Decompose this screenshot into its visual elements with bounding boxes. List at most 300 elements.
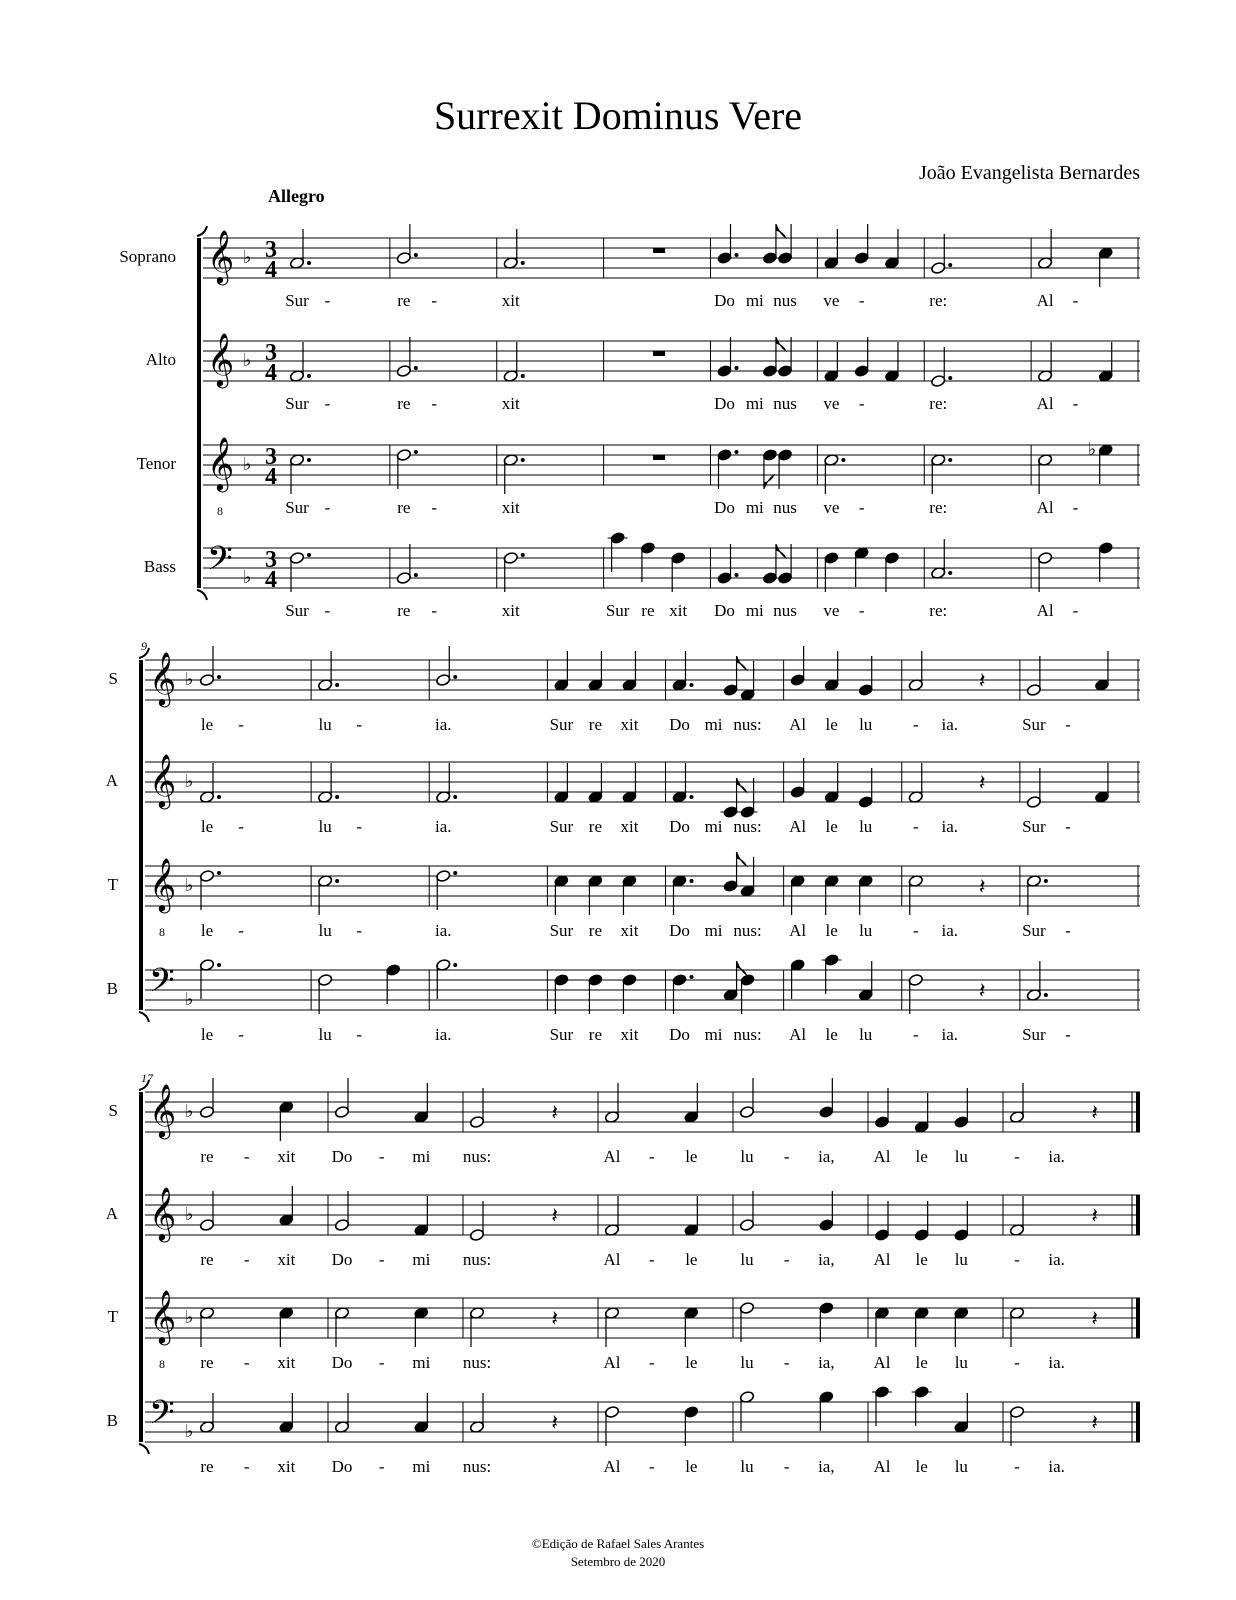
notehead: [819, 1301, 834, 1314]
lyric-syllable: le: [200, 921, 214, 940]
augmentation-dot: [948, 376, 952, 380]
notehead: [884, 551, 899, 564]
notehead: [610, 531, 625, 544]
augmentation-dot: [735, 253, 739, 257]
treble-clef-icon: 𝄞: [149, 755, 177, 806]
bass-clef-icon: 𝄢: [149, 962, 175, 1007]
lyric-syllable: re:: [929, 291, 948, 310]
quarter-rest-icon: 𝄽: [551, 1100, 559, 1125]
lyric-syllable: -: [378, 1147, 385, 1166]
lyric-syllable: -: [431, 601, 438, 620]
lyric-syllable: mi: [412, 1457, 431, 1476]
lyric-syllable: ia,: [818, 1147, 835, 1166]
lyric-syllable: ia.: [434, 1025, 452, 1044]
notehead: [908, 973, 923, 986]
notehead: [854, 251, 869, 264]
notehead: [914, 1228, 929, 1241]
lyric-syllable: Do: [669, 715, 690, 734]
notehead: [199, 1218, 214, 1231]
lyric-syllable: nus:: [733, 1025, 762, 1044]
notehead: [1098, 541, 1113, 554]
lyric-syllable: mi: [412, 1147, 431, 1166]
notehead: [858, 683, 873, 696]
notehead: [739, 1105, 754, 1118]
lyric-syllable: Do: [331, 1457, 353, 1476]
bracket-bottom-hook: [197, 590, 207, 600]
notehead: [777, 571, 792, 584]
eighth-flag: [737, 961, 747, 975]
lyric-syllable: Al: [1036, 498, 1054, 517]
lyric-syllable: Al: [789, 817, 807, 836]
bracket-bottom-hook: [139, 1012, 149, 1022]
lyric-syllable: nus: [773, 394, 797, 413]
lyric-syllable: -: [324, 291, 331, 310]
part-label: S: [108, 669, 118, 688]
lyric-syllable: xit: [501, 498, 520, 517]
lyric-syllable: xit: [620, 921, 639, 940]
lyric-syllable: mi: [704, 1025, 723, 1044]
bracket-top-hook: [197, 226, 207, 236]
lyric-syllable: -: [356, 715, 363, 734]
system-2: [106, 639, 1140, 1044]
notehead: [858, 795, 873, 808]
lyric-syllable: ia.: [1048, 1457, 1065, 1476]
key-flat-icon: ♭: [185, 1307, 194, 1327]
lyric-syllable: -: [243, 1353, 250, 1372]
augmentation-dot: [948, 458, 952, 462]
lyric-syllable: -: [1065, 1025, 1071, 1044]
augmentation-dot: [948, 263, 952, 267]
lyric-syllable: -: [1072, 291, 1079, 310]
lyric-syllable: re:: [929, 394, 948, 413]
lyric-syllable: Sur: [1022, 921, 1046, 940]
notehead: [874, 1228, 889, 1241]
lyric-syllable: Do: [669, 1025, 690, 1044]
lyric-syllable: re: [200, 1147, 214, 1166]
notehead: [640, 541, 655, 554]
staff-s: [109, 1078, 1140, 1166]
lyric-syllable: -: [1014, 1457, 1020, 1476]
lyric-syllable: -: [356, 1025, 363, 1044]
lyric-syllable: -: [1014, 1353, 1020, 1372]
notehead: [386, 963, 401, 976]
notehead: [199, 1105, 214, 1118]
augmentation-dot: [335, 795, 339, 799]
augmentation-dot: [948, 571, 952, 575]
augmentation-dot: [414, 253, 418, 257]
key-flat-icon: ♭: [185, 875, 194, 895]
lyric-syllable: -: [431, 291, 438, 310]
lyric-syllable: Sur: [1022, 715, 1046, 734]
notehead: [790, 673, 805, 686]
lyric-syllable: mi: [745, 601, 764, 620]
lyric-syllable: -: [648, 1250, 655, 1269]
lyric-syllable: Sur: [549, 1025, 574, 1044]
lyric-syllable: -: [912, 921, 919, 940]
system-1: [119, 224, 1140, 620]
lyric-syllable: re: [588, 715, 603, 734]
lyric-syllable: -: [356, 921, 363, 940]
staff-tenor: [137, 437, 1140, 518]
staff-a: [106, 754, 1140, 836]
staff-a: [106, 1186, 1140, 1269]
key-flat-icon: ♭: [243, 567, 252, 587]
notehead: [396, 251, 411, 264]
treble-clef-icon: 𝄞: [149, 1085, 177, 1136]
notehead: [914, 1385, 929, 1398]
lyric-syllable: Sur: [1022, 817, 1046, 836]
eighth-flag: [737, 778, 747, 792]
lyric-syllable: ia,: [818, 1353, 835, 1372]
lyric-syllable: le: [200, 817, 214, 836]
date-line: Setembro de 2020: [570, 1554, 666, 1569]
lyric-syllable: mi: [745, 394, 764, 413]
lyric-syllable: lu: [740, 1457, 754, 1476]
augmentation-dot: [217, 795, 221, 799]
notehead: [954, 1115, 969, 1128]
treble-clef-icon: 𝄞: [207, 231, 235, 282]
lyric-syllable: le: [685, 1147, 698, 1166]
staff-bass: [144, 531, 1140, 620]
key-flat-icon: ♭: [185, 1101, 194, 1121]
lyric-syllable: -: [378, 1250, 385, 1269]
lyric-syllable: -: [783, 1250, 790, 1269]
lyric-syllable: re: [397, 498, 411, 517]
lyric-syllable: lu: [859, 715, 873, 734]
notehead: [396, 571, 411, 584]
augmentation-dot: [453, 675, 457, 679]
key-flat-icon: ♭: [185, 1204, 194, 1224]
key-flat-icon: ♭: [243, 247, 252, 267]
notehead: [396, 364, 411, 377]
lyric-syllable: re: [200, 1457, 214, 1476]
key-flat-icon: ♭: [185, 989, 194, 1009]
augmentation-dot: [690, 879, 694, 883]
augmentation-dot: [735, 366, 739, 370]
augmentation-dot: [521, 458, 525, 462]
augmentation-dot: [1044, 993, 1048, 997]
lyric-syllable: lu: [954, 1457, 968, 1476]
lyric-syllable: re: [588, 1025, 603, 1044]
lyric-syllable: -: [1014, 1147, 1020, 1166]
time-signature-top: 3: [265, 340, 277, 366]
time-signature-bottom: 4: [265, 567, 277, 593]
augmentation-dot: [521, 553, 525, 557]
lyric-syllable: ia.: [941, 715, 959, 734]
quarter-rest-icon: 𝄽: [1091, 1306, 1099, 1331]
lyric-syllable: re:: [929, 601, 948, 620]
lyric-syllable: -: [912, 1025, 919, 1044]
whole-rest-icon: [653, 455, 665, 460]
augmentation-dot: [414, 366, 418, 370]
treble-clef-icon: 𝄞: [149, 653, 177, 704]
notehead: [819, 1218, 834, 1231]
notehead: [777, 364, 792, 377]
notehead: [1009, 1405, 1024, 1418]
augmentation-dot: [521, 261, 525, 265]
copyright-line: ©Edição de Rafael Sales Arantes: [531, 1536, 705, 1551]
quarter-rest-icon: 𝄽: [978, 668, 986, 693]
lyric-syllable: le: [825, 817, 838, 836]
lyric-syllable: xit: [501, 291, 520, 310]
lyric-syllable: -: [648, 1147, 655, 1166]
lyric-syllable: -: [431, 394, 438, 413]
octave-eight-mark: 8: [159, 925, 165, 939]
notehead: [503, 551, 518, 564]
octave-eight-mark: 8: [159, 1357, 165, 1371]
tempo-marking: Allegro: [268, 186, 325, 206]
lyric-syllable: -: [858, 601, 865, 620]
lyric-syllable: -: [1065, 715, 1071, 734]
lyric-syllable: le: [915, 1353, 928, 1372]
staff-t: [108, 1290, 1140, 1372]
lyric-syllable: -: [324, 394, 331, 413]
lyric-syllable: Do: [714, 394, 735, 413]
notehead: [739, 1301, 754, 1314]
lyric-syllable: lu: [318, 921, 332, 940]
eighth-flag: [776, 224, 786, 238]
lyric-syllable: xit: [620, 715, 639, 734]
key-flat-icon: ♭: [243, 350, 252, 370]
staff-alto: [146, 333, 1140, 413]
augmentation-dot: [307, 553, 311, 557]
lyric-syllable: -: [238, 921, 244, 940]
lyric-syllable: nus: [773, 291, 797, 310]
quarter-rest-icon: 𝄽: [978, 978, 986, 1003]
notehead: [717, 364, 732, 377]
lyric-syllable: -: [858, 291, 865, 310]
notehead: [739, 1218, 754, 1231]
lyric-syllable: -: [324, 498, 331, 517]
lyric-syllable: Al: [873, 1250, 891, 1269]
lyric-syllable: lu: [954, 1147, 968, 1166]
lyric-syllable: xit: [620, 1025, 639, 1044]
notehead: [671, 551, 686, 564]
augmentation-dot: [217, 871, 221, 875]
notehead: [762, 364, 777, 377]
eighth-flag: [776, 337, 786, 351]
lyric-syllable: Al: [1036, 394, 1054, 413]
lyric-syllable: -: [648, 1457, 655, 1476]
quarter-rest-icon: 𝄽: [551, 1203, 559, 1228]
part-label: B: [106, 979, 118, 998]
lyric-syllable: nus:: [462, 1250, 492, 1269]
lyric-syllable: mi: [704, 715, 723, 734]
lyric-syllable: le: [915, 1250, 928, 1269]
lyric-syllable: ia.: [1048, 1147, 1065, 1166]
notehead: [1037, 551, 1052, 564]
lyric-syllable: lu: [954, 1250, 968, 1269]
lyric-syllable: -: [1072, 394, 1079, 413]
eighth-flag: [764, 475, 774, 489]
lyric-syllable: le: [825, 921, 838, 940]
notehead: [622, 973, 637, 986]
lyric-syllable: -: [243, 1147, 250, 1166]
notehead: [723, 879, 738, 892]
lyric-syllable: re: [397, 394, 411, 413]
lyric-syllable: Al: [603, 1457, 621, 1476]
lyric-syllable: ia.: [434, 715, 452, 734]
lyric-syllable: Do: [714, 498, 735, 517]
lyric-syllable: xit: [620, 817, 639, 836]
lyric-syllable: nus:: [733, 921, 762, 940]
augmentation-dot: [735, 450, 739, 454]
lyric-syllable: Al: [789, 921, 807, 940]
time-signature-bottom: 4: [265, 464, 277, 490]
lyric-syllable: ia.: [434, 921, 452, 940]
augmentation-dot: [414, 450, 418, 454]
octave-eight-mark: 8: [217, 504, 223, 518]
part-label: Alto: [145, 350, 176, 369]
lyric-syllable: re: [200, 1250, 214, 1269]
augmentation-dot: [453, 963, 457, 967]
lyric-syllable: Al: [789, 1025, 807, 1044]
lyric-syllable: ve: [823, 291, 840, 310]
lyric-syllable: -: [783, 1457, 790, 1476]
augmentation-dot: [335, 879, 339, 883]
notehead: [777, 448, 792, 461]
lyric-syllable: -: [243, 1457, 250, 1476]
notehead: [289, 551, 304, 564]
notehead: [874, 1115, 889, 1128]
part-label: Soprano: [119, 247, 176, 266]
lyric-syllable: Al: [873, 1353, 891, 1372]
bass-clef-icon: 𝄢: [149, 1394, 175, 1439]
staff-s: [109, 646, 1140, 734]
lyric-syllable: mi: [745, 498, 764, 517]
notehead: [1026, 795, 1041, 808]
treble-clef-icon: 𝄞: [149, 1291, 177, 1342]
lyric-syllable: ia.: [434, 817, 452, 836]
treble-clef-icon: 𝄞: [207, 334, 235, 385]
lyric-syllable: -: [912, 817, 919, 836]
key-flat-icon: ♭: [185, 1421, 194, 1441]
key-flat-icon: ♭: [185, 771, 194, 791]
time-signature-top: 3: [265, 444, 277, 470]
notehead: [469, 1115, 484, 1128]
notehead: [396, 448, 411, 461]
augmentation-dot: [217, 675, 221, 679]
augmentation-dot: [690, 683, 694, 687]
time-signature-bottom: 4: [265, 360, 277, 386]
notehead: [469, 1228, 484, 1241]
whole-rest-icon: [653, 248, 665, 253]
treble-clef-icon: 𝄞: [207, 438, 235, 489]
lyric-syllable: Sur: [1022, 1025, 1046, 1044]
lyric-syllable: ia,: [818, 1250, 835, 1269]
lyric-syllable: Do: [669, 817, 690, 836]
lyric-syllable: re: [200, 1353, 214, 1372]
lyric-syllable: -: [648, 1353, 655, 1372]
notehead: [199, 869, 214, 882]
lyric-syllable: le: [685, 1250, 698, 1269]
quarter-rest-icon: 𝄽: [1091, 1410, 1099, 1435]
notehead: [762, 448, 777, 461]
part-label: A: [105, 771, 118, 790]
score-title: Surrexit Dominus Vere: [433, 93, 803, 138]
staff-t: [108, 852, 1140, 940]
lyric-syllable: -: [356, 817, 363, 836]
augmentation-dot: [414, 573, 418, 577]
lyric-syllable: -: [1072, 498, 1079, 517]
augmentation-dot: [453, 795, 457, 799]
part-label: Tenor: [136, 454, 176, 473]
lyric-syllable: -: [1072, 601, 1079, 620]
lyric-syllable: Al: [603, 1353, 621, 1372]
lyric-syllable: nus: [773, 601, 797, 620]
lyric-syllable: -: [378, 1457, 385, 1476]
lyric-syllable: -: [912, 715, 919, 734]
part-label: A: [105, 1204, 118, 1223]
lyric-syllable: le: [825, 1025, 838, 1044]
augmentation-dot: [307, 261, 311, 265]
lyric-syllable: re: [588, 921, 603, 940]
quarter-rest-icon: 𝄽: [1091, 1100, 1099, 1125]
key-flat-icon: ♭: [243, 454, 252, 474]
part-label: S: [108, 1101, 118, 1120]
lyric-syllable: lu: [859, 817, 873, 836]
notehead: [554, 973, 569, 986]
lyric-syllable: ia.: [1048, 1353, 1065, 1372]
notehead: [777, 251, 792, 264]
bracket-bottom-hook: [139, 1444, 149, 1454]
lyric-syllable: ia.: [1048, 1250, 1065, 1269]
lyric-syllable: Al: [603, 1147, 621, 1166]
notehead: [740, 973, 755, 986]
lyric-syllable: nus:: [733, 817, 762, 836]
composer-name: João Evangelista Bernardes: [918, 162, 1140, 184]
lyric-syllable: Do: [331, 1147, 353, 1166]
lyric-syllable: -: [378, 1353, 385, 1372]
lyric-syllable: -: [1065, 817, 1071, 836]
treble-clef-icon: 𝄞: [149, 859, 177, 910]
eighth-flag: [776, 544, 786, 558]
lyric-syllable: nus:: [462, 1353, 492, 1372]
notehead: [436, 673, 451, 686]
notehead: [854, 364, 869, 377]
notehead: [334, 1218, 349, 1231]
notehead: [672, 973, 687, 986]
lyric-syllable: mi: [704, 817, 723, 836]
lyric-syllable: Do: [714, 291, 735, 310]
lyric-syllable: xit: [501, 394, 520, 413]
lyric-syllable: ia.: [941, 817, 959, 836]
lyric-syllable: lu: [318, 1025, 332, 1044]
lyric-syllable: -: [858, 498, 865, 517]
lyric-syllable: -: [324, 601, 331, 620]
lyric-syllable: le: [685, 1353, 698, 1372]
notehead: [334, 1105, 349, 1118]
lyric-syllable: Sur: [549, 921, 574, 940]
lyric-syllable: lu: [740, 1147, 754, 1166]
lyric-syllable: lu: [318, 715, 332, 734]
lyric-syllable: re: [397, 601, 411, 620]
lyric-syllable: -: [238, 817, 244, 836]
lyric-syllable: ia.: [941, 921, 959, 940]
notehead: [819, 1105, 834, 1118]
notehead: [588, 973, 603, 986]
notehead: [874, 1385, 889, 1398]
time-signature-bottom: 4: [265, 257, 277, 283]
lyric-syllable: ia.: [941, 1025, 959, 1044]
lyric-syllable: -: [431, 498, 438, 517]
lyric-syllable: le: [915, 1147, 928, 1166]
lyric-syllable: -: [1065, 921, 1071, 940]
lyric-syllable: le: [200, 715, 214, 734]
lyric-syllable: Sur: [549, 715, 574, 734]
lyric-syllable: ve: [823, 601, 840, 620]
lyric-syllable: Sur: [549, 817, 574, 836]
